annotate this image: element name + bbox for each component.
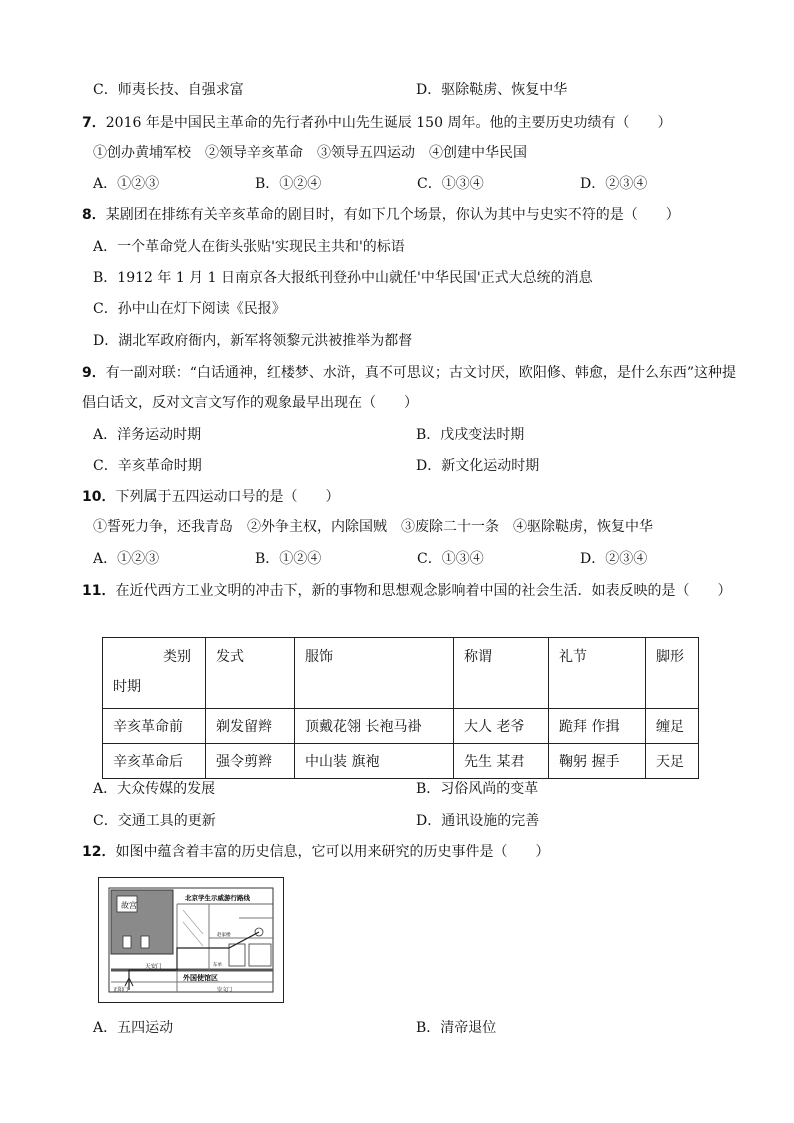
map-label-zhaojialou: 赵家楼 <box>217 933 231 938</box>
table-cell: 跪拜 作揖 <box>549 709 646 744</box>
table-header-period: 时期 <box>113 679 141 695</box>
q11-option-c: C．交通工具的更新 <box>93 813 216 829</box>
q12-option-a: A．五四运动 <box>93 1020 174 1036</box>
table-cell: 辛亥革命前 <box>103 709 206 744</box>
q9-option-a: A．洋务运动时期 <box>93 427 202 443</box>
q7-stem-text: 2016 年是中国民主革命的先行者孙中山先生诞辰 150 周年。他的主要历史功绩有（ ） <box>105 115 672 131</box>
q9-option-c: C．辛亥革命时期 <box>93 458 202 474</box>
q9-option-b: B．戊戌变法时期 <box>416 427 525 443</box>
q10-option-b: B．①②④ <box>255 551 322 567</box>
table-cell: 先生 某君 <box>454 744 549 779</box>
q9-number: 9． <box>82 365 106 381</box>
q10-number: 10． <box>82 489 116 505</box>
table-header-cell: 发式 <box>206 638 295 709</box>
q8-option-d: D．湖北军政府衙内，新军将领黎元洪被推举为都督 <box>93 333 413 349</box>
map-label-zhengyangmen: 正阳门 <box>113 987 129 993</box>
table-cell: 强令剪辫 <box>206 744 295 779</box>
q6-option-c: C．师夷长技、自强求富 <box>93 82 244 98</box>
table-header-category: 类别 <box>163 649 191 665</box>
q12-option-b: B．清帝退位 <box>416 1020 497 1036</box>
q11-stem <box>82 576 742 606</box>
table-cell: 辛亥革命后 <box>103 744 206 779</box>
q10-option-a: A．①②③ <box>93 551 160 567</box>
table-header-cell: 脚形 <box>646 638 699 709</box>
q8-option-c: C．孙中山在灯下阅读《民报》 <box>93 301 286 317</box>
table-header-cell: 称谓 <box>454 638 549 709</box>
q10-option-c: C．①③④ <box>417 551 484 567</box>
q11-option-b: B．习俗风尚的变革 <box>416 781 539 797</box>
q7-option-a: A．①②③ <box>93 176 160 192</box>
q7-items: ①创办黄埔军校 ②领导辛亥革命 ③领导五四运动 ④创建中华民国 <box>93 145 527 161</box>
q11-option-a: A．大众传媒的发展 <box>93 781 216 797</box>
q9-stem-text: 有一副对联：“白话通神，红楼梦、水浒，真不可思议；古文讨厌，欧阳修、韩愈，是什么东西”这种提倡白话文，反对文言文写作的观象最早出现在（ ） <box>82 365 737 411</box>
q7-stem <box>82 113 671 133</box>
customs-table <box>102 637 699 779</box>
q9-option-d: D．新文化运动时期 <box>416 458 540 474</box>
q7-number: 7． <box>82 115 106 131</box>
q12-stem-text: 如图中蕴含着丰富的历史信息，它可以用来研究的历史事件是（ ） <box>115 844 550 860</box>
table-cell: 顶戴花翎 长袍马褂 <box>295 709 454 744</box>
q7-option-c: C．①③④ <box>417 176 484 192</box>
map-label-palace: 故宫 <box>121 901 137 910</box>
table-cell: 剃发留辫 <box>206 709 295 744</box>
table-cell: 天足 <box>646 744 699 779</box>
q12-number: 12． <box>82 844 116 860</box>
q7-option-d: D．②③④ <box>580 176 648 192</box>
table-header-cell: 服饰 <box>295 638 454 709</box>
table-cell: 中山装 旗袍 <box>295 744 454 779</box>
q12-stem <box>82 842 549 862</box>
q11-stem-text: 在近代西方工业文明的冲击下，新的事物和思想观念影响着中国的社会生活．如表反映的是（ ） <box>115 583 732 599</box>
q10-stem <box>82 487 339 507</box>
table-row <box>103 744 699 779</box>
q8-option-b: B．1912 年 1 月 1 日南京各大报纸刊登孙中山就任'中华民国'正式大总统的消息 <box>93 270 593 286</box>
map-drawing <box>99 878 283 1002</box>
map-label-chongwenmen: 崇文门 <box>217 987 233 993</box>
q8-stem <box>82 205 680 225</box>
table-cell: 缠足 <box>646 709 699 744</box>
q11-option-d: D．通讯设施的完善 <box>416 813 540 829</box>
march-route-map <box>98 877 284 1003</box>
q9-stem <box>82 358 742 418</box>
q10-option-d: D．②③④ <box>580 551 648 567</box>
map-title: 北京学生示威游行路线 <box>185 894 250 902</box>
q8-number: 8． <box>82 207 106 223</box>
q11-number: 11． <box>82 583 116 599</box>
table-cell: 鞠躬 握手 <box>549 744 646 779</box>
q8-option-a: A．一个革命党人在街头张贴'实现民主共和'的标语 <box>93 239 405 255</box>
map-label-tiananmen: 天安门 <box>145 964 162 970</box>
q10-stem-text: 下列属于五四运动口号的是（ ） <box>115 489 340 505</box>
table-cell: 大人 老爷 <box>454 709 549 744</box>
q10-items: ①誓死力争，还我青岛 ②外争主权，内除国贼 ③废除二十一条 ④驱除鞑虏，恢复中华 <box>93 519 653 535</box>
q7-option-b: B．①②④ <box>255 176 322 192</box>
table-header-row <box>103 638 699 709</box>
table-diagonal-header <box>103 638 206 709</box>
q8-stem-text: 某剧团在排练有关辛亥革命的剧目时，有如下几个场景，你认为其中与史实不符的是（ ） <box>105 207 680 223</box>
q6-option-d: D．驱除鞑虏、恢复中华 <box>416 82 568 98</box>
table-header-cell: 礼节 <box>549 638 646 709</box>
table-row <box>103 709 699 744</box>
map-label-dongdan: 东单 <box>213 963 222 968</box>
map-label-legation: 外国使馆区 <box>183 974 218 982</box>
